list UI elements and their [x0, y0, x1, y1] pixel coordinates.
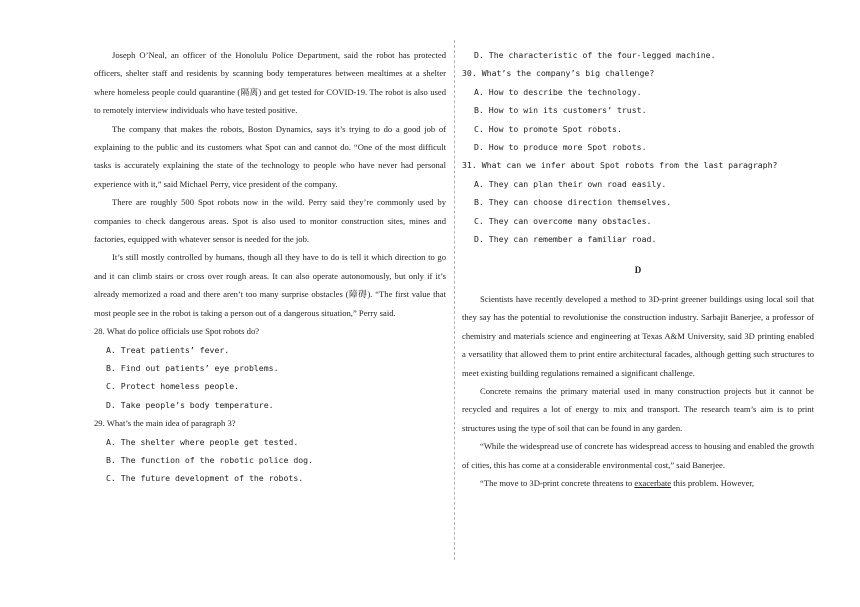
- section-d-paragraph-1: Scientists have recently developed a method to 3D-print greener buildings using local soil that they say has the potential to revolutionise the construction industry. Sarbajit Banerjee, a professor of chemistry and materials science and engineering at Texas A&M University, said 3D printing enabled a versatility that allowed them to print entire architectural facades, although getting such structures to meet existing building regulations remained a significant challenge.: [462, 293, 814, 378]
- underlined-word: exacerbate: [634, 477, 672, 488]
- section-d-paragraph-2: Concrete remains the primary material used in many construction projects but it cannot be recycled and requires a lot of energy to mix and transport. The research team’s aim is to print structures using the type of soil that can be found in any garden.: [462, 385, 814, 433]
- right-column: [462, 46, 814, 492]
- question-stem: 30. What’s the company’s big challenge?: [462, 68, 655, 79]
- option-b: B. They can choose direction themselves.: [474, 197, 672, 208]
- question-30: [462, 64, 814, 156]
- question-31: [462, 156, 814, 248]
- option-d: D. Take people’s body temperature.: [106, 399, 274, 410]
- section-d-title: D: [634, 265, 642, 276]
- option-c: C. Protect homeless people.: [106, 381, 240, 392]
- passage-paragraph-3: There are roughly 500 Spot robots now in the wild. Perry said they’re commonly used by companies to check dangerous areas. Spot is also used to monitor construction sites, mines and factories, equipped with whatever sensor is needed for the job.: [94, 197, 446, 245]
- passage-paragraph-2: The company that makes the robots, Boston Dynamics, says it’s trying to do a good job of explaining to the public and its customers what Spot can and cannot do. “One of the most difficult tasks is accurately explaining the state of the technology to people who have never had personal experience with it,” said Michael Perry, vice president of the company.: [94, 123, 446, 189]
- option-c: C. The future development of the robots.: [106, 473, 304, 484]
- paragraph-text-end: this problem. However,: [671, 477, 755, 488]
- question-stem: 28. What do police officials use Spot robots do?: [94, 326, 260, 337]
- option-a: A. They can plan their own road easily.: [474, 178, 667, 189]
- option-c: C. How to promote Spot robots.: [474, 123, 622, 134]
- option-b: B. Find out patients’ eye problems.: [106, 362, 279, 373]
- section-d-paragraph-4: [462, 474, 814, 492]
- column-divider: [454, 40, 455, 560]
- option-a: A. How to describe the technology.: [474, 86, 642, 97]
- question-29: [94, 414, 446, 488]
- left-column: [94, 46, 446, 488]
- option-d: D. They can remember a familiar road.: [474, 234, 657, 245]
- option-d: D. How to produce more Spot robots.: [474, 142, 647, 153]
- option-a: A. Treat patients’ fever.: [106, 344, 230, 355]
- question-stem: 31. What can we infer about Spot robots from the last paragraph?: [462, 160, 778, 171]
- option-a: A. The shelter where people get tested.: [106, 436, 299, 447]
- question-28: [94, 322, 446, 414]
- question-stem: 29. What’s the main idea of paragraph 3?: [94, 418, 236, 429]
- option-c: C. They can overcome many obstacles.: [474, 215, 652, 226]
- section-d-paragraph-3: “While the widespread use of concrete has widespread access to housing and enabled the growth of cities, this has come at a considerable environmental cost,” said Banerjee.: [462, 441, 814, 470]
- option-b: B. The function of the robotic police dog.: [106, 454, 314, 465]
- passage-paragraph-4: It’s still mostly controlled by humans, though all they have to do is tell it which direction to go and it can climb stairs or cross over rough areas. It can also operate autonomously, but only if it’s already memorized a road and there aren’t too many surprise obstacles (障碍). “The first value that most people see in the robot is taking a person out of a dangerous situation,” Perry said.: [94, 252, 446, 318]
- passage-paragraph-1: Joseph O’Neal, an officer of the Honolulu Police Department, said the robot has protected officers, shelter staff and residents by scanning body temperatures between mealtimes at a shelter where homeless people could quarantine (隔离) and get tested for COVID-19. The robot is also used to remotely interview individuals who have tested positive.: [94, 50, 446, 116]
- question-29-option-d: D. The characteristic of the four-legged machine.: [474, 50, 716, 60]
- paragraph-text-start: “The move to 3D-print concrete threatens to: [480, 477, 635, 488]
- option-b: B. How to win its customers’ trust.: [474, 105, 647, 116]
